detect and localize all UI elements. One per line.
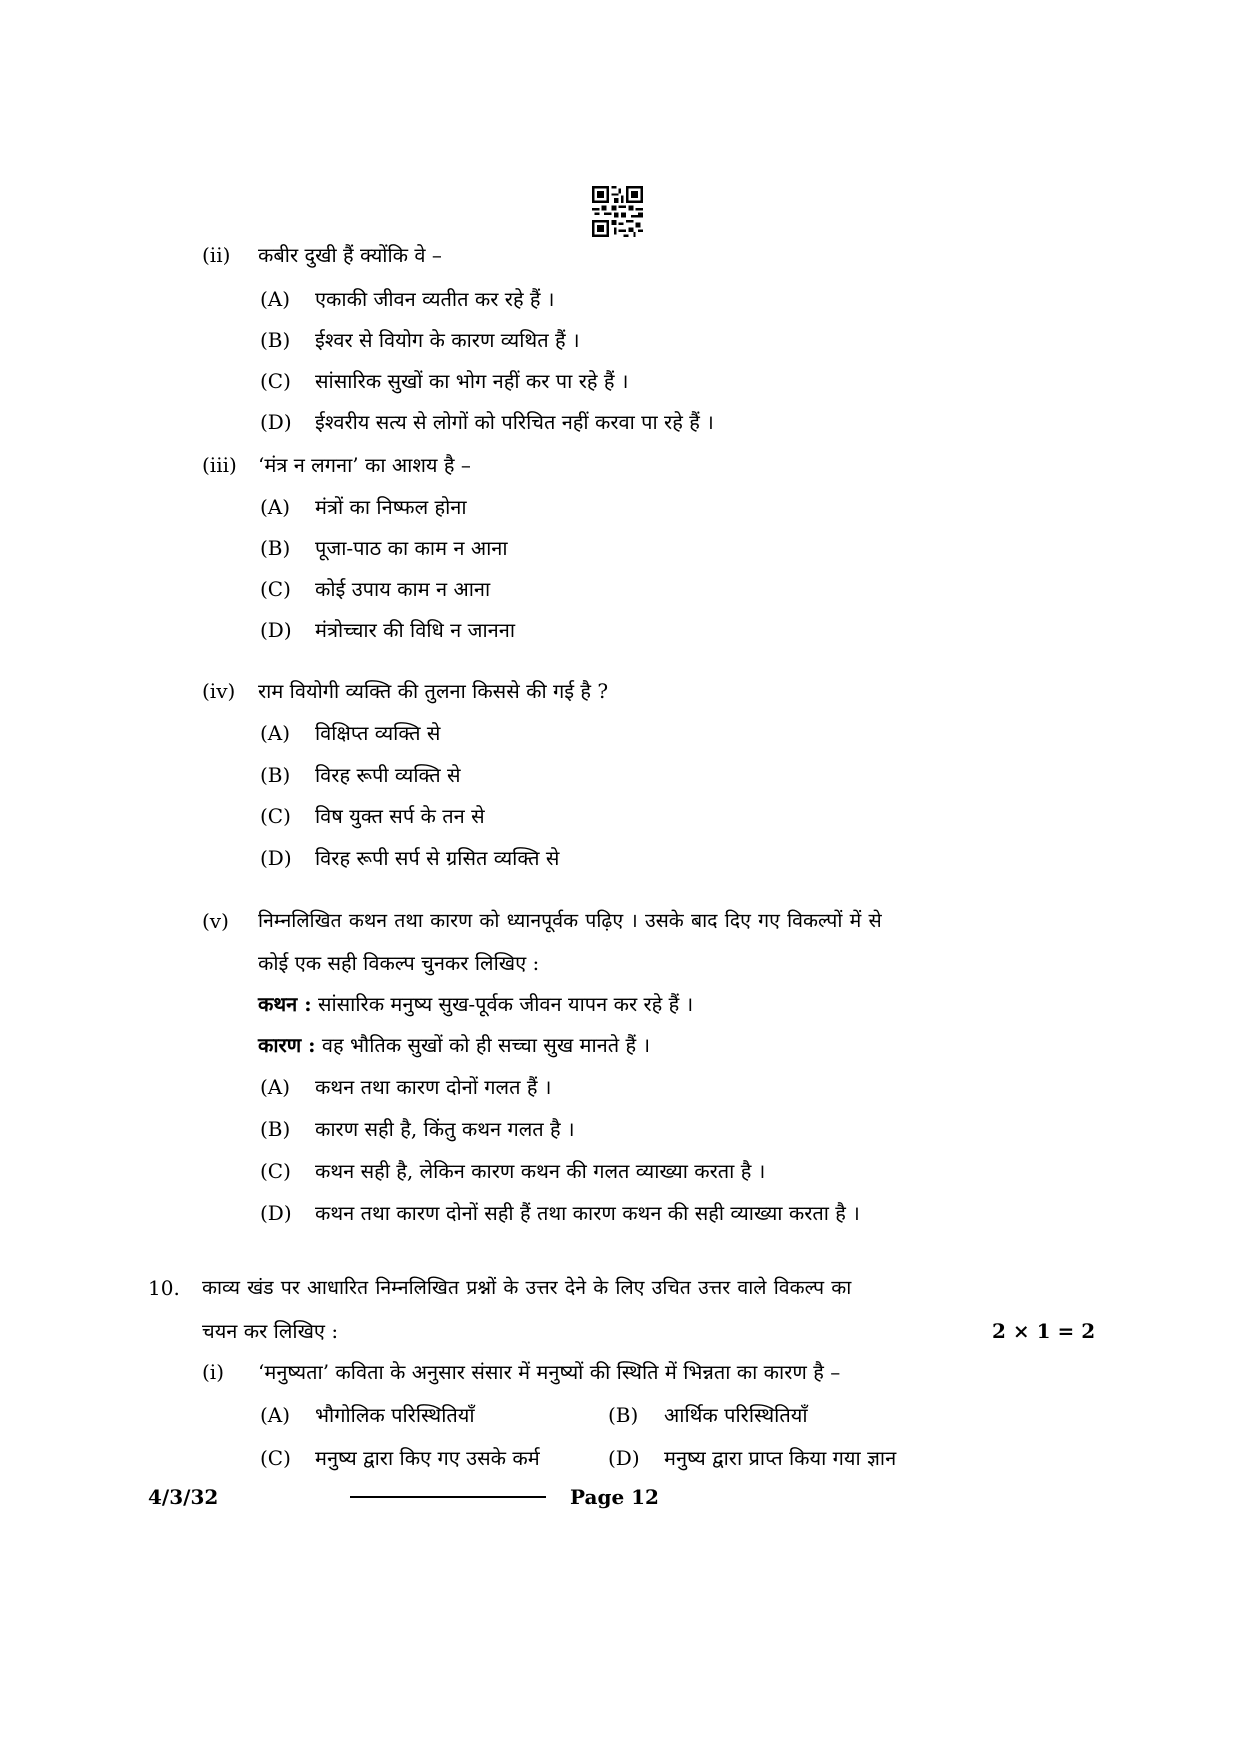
reason-text: वह भौतिक सुखों को ही सच्चा सुख मानते हैं । [321, 1033, 651, 1057]
option-label: (A) [260, 1075, 291, 1099]
option-label: (A) [260, 721, 291, 745]
option-text: एकाकी जीवन व्यतीत कर रहे हैं । [315, 287, 555, 311]
option-text: मंत्रोच्चार की विधि न जानना [315, 618, 516, 642]
reason [258, 1030, 650, 1060]
page-number: Page 12 [570, 1485, 659, 1509]
option-label: (A) [260, 495, 291, 519]
option-label: (B) [260, 1117, 291, 1141]
question-stem: निम्नलिखित कथन तथा कारण को ध्यानपूर्वक पढ़िए । उसके बाद दिए गए विकल्पों में से [258, 909, 882, 932]
option-label: (A) [260, 287, 291, 311]
option-text: विष युक्त सर्प के तन से [315, 804, 485, 828]
option-text: भौगोलिक परिस्थितियाँ [315, 1403, 475, 1427]
option-text: पूजा-पाठ का काम न आना [315, 536, 508, 560]
question-number: (iii) [202, 453, 237, 477]
question-number: (v) [202, 909, 229, 933]
footer-divider [350, 1496, 546, 1498]
option-label: (D) [260, 846, 292, 870]
option-text: मनुष्य द्वारा किए गए उसके कर्म [315, 1446, 540, 1470]
option-label: (A) [260, 1403, 291, 1427]
option-text: ईश्वरीय सत्य से लोगों को परिचित नहीं करवा पा रहे हैं । [315, 410, 714, 434]
option-text: विक्षिप्त व्यक्ति से [315, 721, 441, 745]
question-stem: राम वियोगी व्यक्ति की तुलना किससे की गई है ? [258, 679, 609, 703]
question-stem-cont: चयन कर लिखिए : [202, 1319, 339, 1343]
question-stem: ‘मनुष्यता’ कविता के अनुसार संसार में मनुष्यों की स्थिति में भिन्नता का कारण है – [258, 1360, 841, 1384]
reason-label: कारण : [258, 1033, 316, 1057]
option-label: (C) [260, 1159, 291, 1183]
question-number: 10. [148, 1276, 180, 1300]
option-text: ईश्वर से वियोग के कारण व्यथित हैं । [315, 328, 580, 352]
option-label: (B) [260, 763, 291, 787]
option-text: विरह रूपी सर्प से ग्रसित व्यक्ति से [315, 846, 560, 870]
option-label: (B) [260, 536, 291, 560]
option-text: कथन तथा कारण दोनों गलत हैं । [315, 1075, 552, 1099]
option-text: विरह रूपी व्यक्ति से [315, 763, 461, 787]
option-text: कोई उपाय काम न आना [315, 577, 491, 601]
option-text: मंत्रों का निष्फल होना [315, 495, 467, 519]
option-label: (D) [260, 410, 292, 434]
question-stem: कबीर दुखी हैं क्योंकि वे – [258, 243, 442, 267]
option-label: (C) [260, 577, 291, 601]
option-text: सांसारिक सुखों का भोग नहीं कर पा रहे हैं । [315, 369, 629, 393]
option-label: (C) [260, 1446, 291, 1470]
marks-allocation: 2 × 1 = 2 [992, 1319, 1096, 1343]
option-text: कारण सही है, किंतु कथन गलत है । [315, 1117, 575, 1141]
option-label: (D) [260, 618, 292, 642]
qr-code-icon [592, 186, 643, 237]
question-stem: ‘मंत्र न लगना’ का आशय है – [258, 453, 471, 477]
option-label: (D) [608, 1446, 640, 1470]
option-text: कथन सही है, लेकिन कारण कथन की गलत व्याख्या करता है । [315, 1159, 766, 1183]
assertion-text: सांसारिक मनुष्य सुख-पूर्वक जीवन यापन कर रहे हैं । [317, 992, 694, 1016]
option-text: मनुष्य द्वारा प्राप्त किया गया ज्ञान [664, 1446, 897, 1470]
assertion [258, 989, 693, 1019]
assertion-label: कथन : [258, 992, 312, 1016]
question-stem-cont: कोई एक सही विकल्प चुनकर लिखिए : [258, 951, 540, 975]
option-text: आर्थिक परिस्थितियाँ [664, 1403, 808, 1427]
option-label: (C) [260, 369, 291, 393]
option-label: (B) [260, 328, 291, 352]
option-label: (B) [608, 1403, 639, 1427]
question-number: (iv) [202, 679, 236, 703]
question-number: (ii) [202, 243, 231, 267]
option-text: कथन तथा कारण दोनों सही हैं तथा कारण कथन की सही व्याख्या करता है । [315, 1201, 860, 1225]
question-number: (i) [202, 1360, 225, 1384]
question-stem: काव्य खंड पर आधारित निम्नलिखित प्रश्नों के उत्तर देने के लिए उचित उत्तर वाले विकल्प का [202, 1276, 852, 1299]
option-label: (C) [260, 804, 291, 828]
option-label: (D) [260, 1201, 292, 1225]
paper-code: 4/3/32 [148, 1485, 219, 1509]
